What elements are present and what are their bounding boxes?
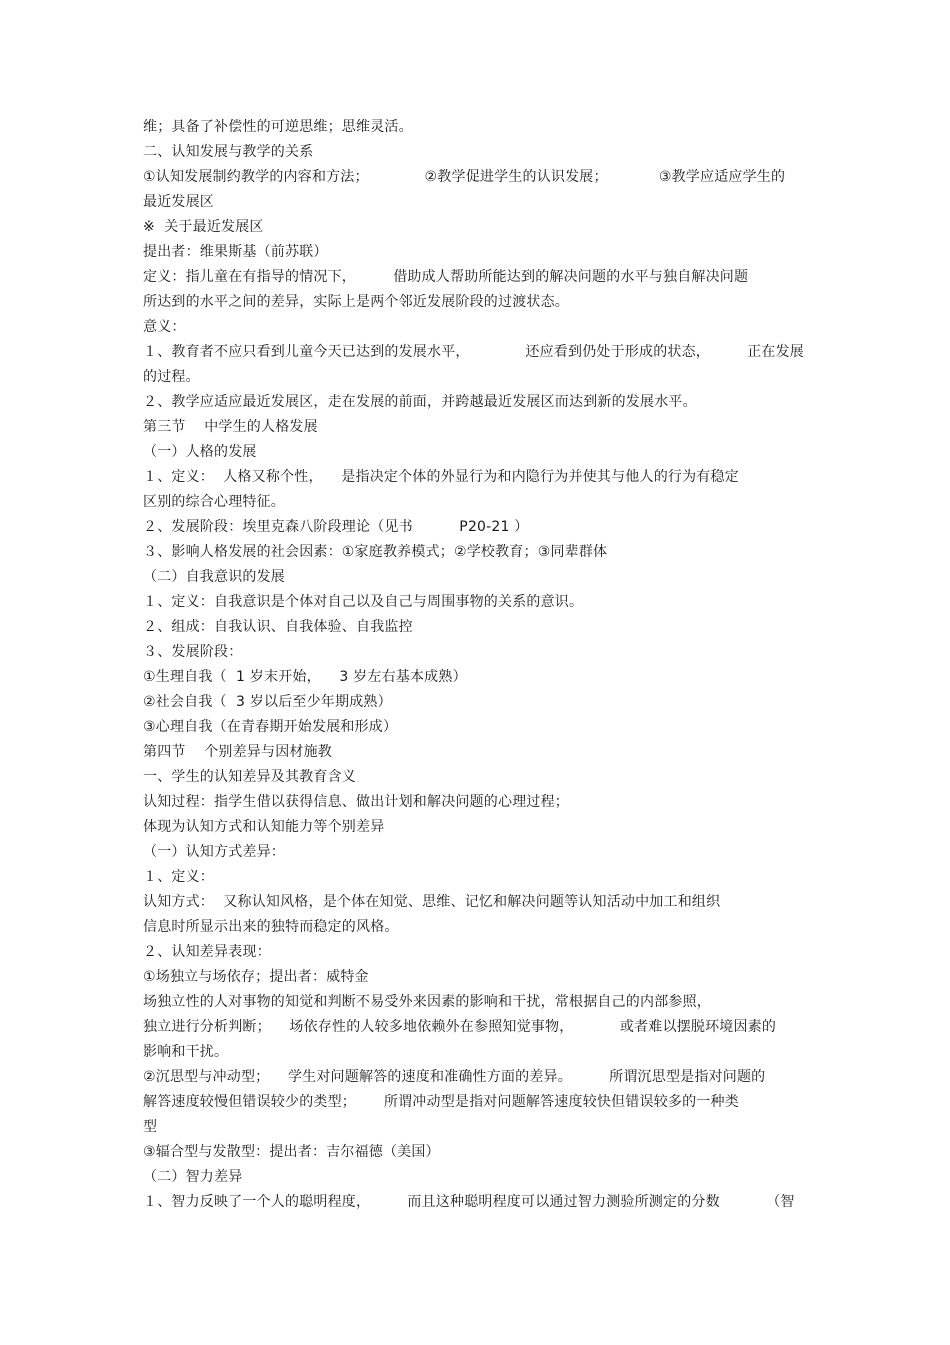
text-line: 定义：指儿童在有指导的情况下， 借助成人帮助所能达到的解决问题的水平与独自解决问题: [143, 269, 749, 285]
text-line: ③辐合型与发散型：提出者：吉尔福德（美国）: [143, 1144, 440, 1160]
text-line: ①认知发展制约教学的内容和方法； ②教学促进学生的认识发展； ③教学应适应学生的: [143, 169, 786, 185]
text-line: 体现为认知方式和认知能力等个别差异: [143, 819, 385, 835]
text-line: ３、发展阶段：: [143, 644, 243, 660]
text-line: ２、组成：自我认识、自我体验、自我监控: [143, 619, 413, 635]
subsection-heading: （一）认知方式差异：: [143, 844, 285, 860]
section-heading: ※ 关于最近发展区: [143, 219, 264, 235]
subsection-heading: （一）人格的发展: [143, 444, 257, 460]
text-line: 的过程。: [143, 369, 200, 385]
text-line: １、定义：: [143, 869, 214, 885]
subsection-heading: （二）智力差异: [143, 1169, 243, 1185]
text-line: ②社会自我（ 3 岁以后至少年期成熟）: [143, 694, 392, 710]
text-line: 信息时所显示出来的独特而稳定的风格。: [143, 919, 399, 935]
text-line: 独立进行分析判断； 场依存性的人较多地依赖外在参照知觉事物， 或者难以摆脱环境因素的: [143, 1019, 777, 1035]
text-line: ②沉思型与冲动型； 学生对问题解答的速度和准确性方面的差异。 所谓沉思型是指对问题的: [143, 1069, 766, 1085]
text-line: ③心理自我（在青春期开始发展和形成）: [143, 719, 398, 735]
text-line: ３、影响人格发展的社会因素：①家庭教养模式；②学校教育；③同辈群体: [143, 544, 608, 560]
text-line: １、智力反映了一个人的聪明程度， 而且这种聪明程度可以通过智力测验所测定的分数 （智: [143, 1194, 795, 1210]
text-line: ２、认知差异表现：: [143, 944, 271, 960]
text-line: 场独立性的人对事物的知觉和判断不易受外来因素的影响和干扰，常根据自己的内部参照，: [143, 994, 711, 1010]
subsection-heading: （二）自我意识的发展: [143, 569, 285, 585]
text-line: ①场独立与场依存；提出者：威特金: [143, 969, 369, 985]
text-line: １、定义： 人格又称个性， 是指决定个体的外显行为和内隐行为并使其与他人的行为有稳定: [143, 469, 739, 485]
section-heading: 一、学生的认知差异及其教育含义: [143, 769, 356, 785]
text-line: 所达到的水平之间的差异，实际上是两个邻近发展阶段的过渡状态。: [143, 294, 569, 310]
text-line: 解答速度较慢但错误较少的类型； 所谓冲动型是指对问题解答速度较快但错误较多的一种类: [143, 1094, 739, 1110]
text-line: ２、发展阶段：埃里克森八阶段理论（见书 P20-21 ）: [143, 519, 529, 535]
text-line: ２、教学应适应最近发展区，走在发展的前面，并跨越最近发展区而达到新的发展水平。: [143, 394, 697, 410]
text-line: 提出者：维果斯基（前苏联）: [143, 244, 328, 260]
section-heading: 第三节 中学生的人格发展: [143, 419, 318, 435]
text-line: ①生理自我（ 1 岁末开始， 3 岁左右基本成熟）: [143, 669, 467, 685]
text-line: 最近发展区: [143, 194, 214, 210]
text-line: １、定义：自我意识是个体对自己以及自己与周围事物的关系的意识。: [143, 594, 584, 610]
text-line: 维；具备了补偿性的可逆思维；思维灵活。: [143, 119, 413, 135]
section-heading: 第四节 个别差异与因材施教: [143, 744, 332, 760]
text-line: １、教育者不应只看到儿童今天已达到的发展水平， 还应看到仍处于形成的状态， 正在发展: [143, 344, 805, 360]
section-heading: 二、认知发展与教学的关系: [143, 144, 314, 160]
text-line: 意义：: [143, 319, 186, 335]
text-line: 影响和干扰。: [143, 1044, 229, 1060]
text-line: 型: [143, 1119, 158, 1135]
text-line: 区别的综合心理特征。: [143, 494, 285, 510]
text-line: 认知方式： 又称认知风格，是个体在知觉、思维、记忆和解决问题等认知活动中加工和组织: [143, 894, 721, 910]
text-line: 认知过程：指学生借以获得信息、做出计划和解决问题的心理过程；: [143, 794, 569, 810]
